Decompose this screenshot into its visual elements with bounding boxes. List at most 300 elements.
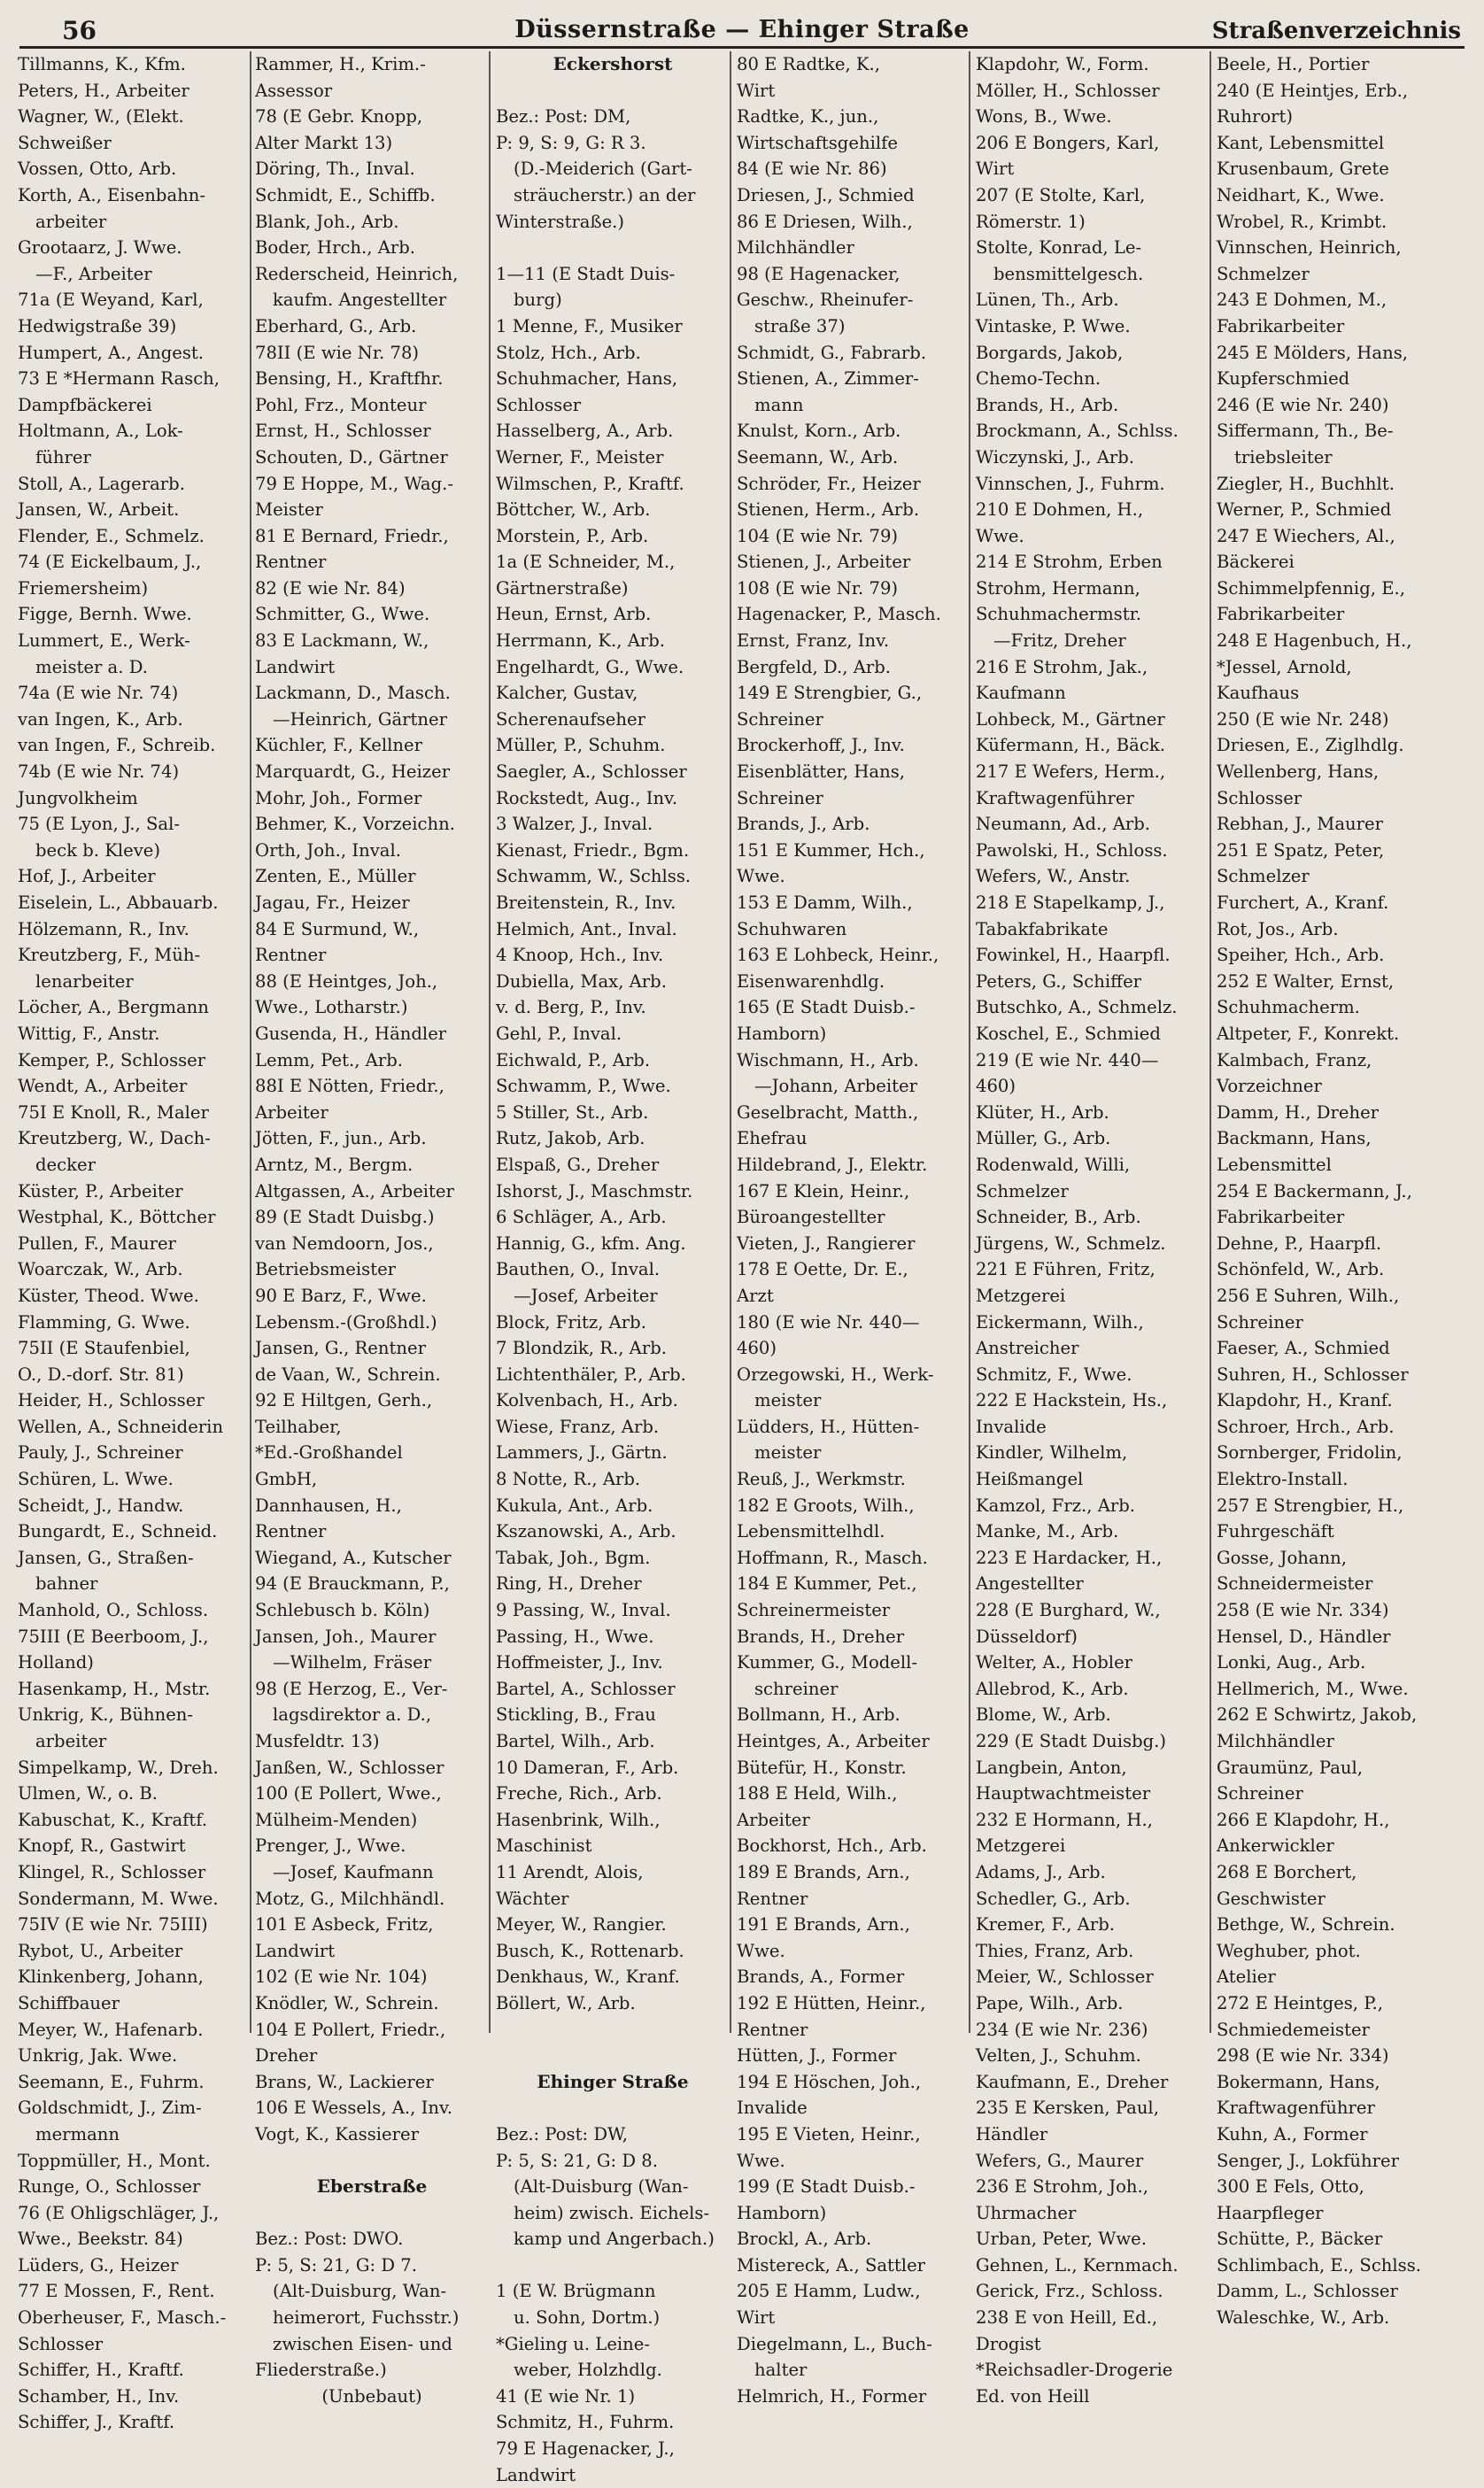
directory-line: Peters, H., Arbeiter [18, 80, 189, 101]
directory-line: Weghuber, phot. [1217, 1940, 1361, 1961]
directory-line: Ulmen, W., o. B. [18, 1783, 158, 1804]
directory-line: 252 E Walter, Ernst, [1217, 970, 1395, 992]
directory-line: Stienen, A., Zimmer- [737, 368, 919, 390]
directory-line: Eichwald, P., Arb. [496, 1049, 651, 1070]
directory-line: Schroer, Hrch., Arb. [1217, 1416, 1395, 1437]
directory-line: Herrmann, K., Arb. [496, 630, 665, 652]
directory-line: Borgards, Jakob, [976, 342, 1124, 363]
directory-line: 102 (E wie Nr. 104) [255, 1966, 428, 1988]
directory-line: Wirt [737, 80, 776, 101]
directory-line: bahner [35, 1573, 98, 1595]
directory-line: Metzgerei [976, 1285, 1066, 1306]
directory-line: Wittig, F., Anstr. [18, 1023, 160, 1044]
directory-line: Lünen, Th., Arb. [976, 290, 1119, 311]
directory-line: 250 (E wie Nr. 248) [1217, 708, 1389, 730]
directory-line: Lammers, J., Gärtn. [496, 1442, 668, 1464]
directory-line: 222 E Hackstein, Hs., [976, 1390, 1168, 1411]
directory-line: Römerstr. 1) [976, 211, 1086, 232]
directory-line: Düsseldorf) [976, 1626, 1078, 1647]
directory-line: 75II (E Staufenbiel, [18, 1338, 190, 1359]
directory-line: Arbeiter [255, 1101, 328, 1123]
directory-line: Vossen, Otto, Arb. [18, 158, 177, 180]
directory-line: Schreiner [737, 708, 823, 730]
directory-line: Fuhrgeschäft [1217, 1521, 1334, 1542]
directory-line: Brockmann, A., Schlss. [976, 421, 1179, 442]
directory-line: Wagner, W., (Elekt. [18, 106, 184, 127]
directory-line: 94 (E Brauckmann, P., [255, 1573, 450, 1595]
directory-line: Schuhmacher, Hans, [496, 368, 678, 390]
directory-line: Vogt, K., Kassierer [255, 2123, 419, 2144]
directory-line: 245 E Mölders, Hans, [1217, 342, 1408, 363]
directory-line: 228 (E Burghard, W., [976, 1600, 1161, 1621]
directory-line: Schüren, L. Wwe. [18, 1469, 174, 1490]
directory-line: Runge, O., Schlosser [18, 2176, 201, 2198]
directory-line: Meister [255, 499, 323, 521]
directory-line: 41 (E wie Nr. 1) [496, 2385, 636, 2407]
directory-line: Fabrikarbeiter [1217, 604, 1345, 625]
directory-line: Blome, W., Arb. [976, 1704, 1111, 1726]
directory-line: Altgassen, A., Arbeiter [255, 1180, 454, 1202]
directory-line: Wwe., Beekstr. 84) [18, 2229, 183, 2250]
directory-line: 92 E Hiltgen, Gerh., [255, 1390, 433, 1411]
directory-line: Schamber, H., Inv. [18, 2385, 180, 2407]
directory-line: Meyer, W., Rangier. [496, 1914, 667, 1936]
directory-line: Strohm, Hermann, [976, 577, 1140, 599]
directory-line: Milchhändler [737, 237, 854, 259]
spacer [255, 2148, 489, 2175]
directory-line: bensmittelgesch. [993, 263, 1144, 284]
directory-line: Flamming, G. Wwe. [18, 1311, 190, 1333]
directory-line: 153 E Damm, Wilh., [737, 892, 913, 913]
directory-line: Schreiner [1217, 1783, 1303, 1804]
directory-line: Mistereck, A., Sattler [737, 2254, 926, 2276]
directory-line: 238 E von Heill, Ed., [976, 2307, 1158, 2329]
directory-line: Bez.: Post: DW, [496, 2123, 628, 2144]
directory-line: (D.-Meiderich (Gart- [514, 158, 692, 180]
directory-line: 108 (E wie Nr. 79) [737, 577, 899, 599]
directory-line: (Alt-Duisburg (Wan- [514, 2176, 689, 2198]
directory-line: Freche, Rich., Arb. [496, 1783, 662, 1804]
directory-line: Knulst, Korn., Arb. [737, 421, 901, 442]
directory-line: Brands, J., Arb. [737, 814, 870, 835]
directory-line: Unkrig, K., Bühnen- [18, 1704, 194, 1726]
directory-line: Schiffer, J., Kraftf. [18, 2412, 175, 2433]
directory-line: Kaufmann, E., Dreher [976, 2071, 1169, 2092]
directory-line: Rot, Jos., Arb. [1217, 918, 1339, 939]
directory-line: van Ingen, F., Schreib. [18, 735, 216, 756]
directory-line: 214 E Strohm, Erben [976, 552, 1163, 573]
directory-line: Landwirt [496, 2464, 576, 2485]
directory-line: 101 E Asbeck, Fritz, [255, 1914, 434, 1936]
directory-line: Schneidermeister [1217, 1573, 1373, 1595]
directory-line: Mülheim-Menden) [255, 1809, 418, 1830]
directory-line: 104 (E wie Nr. 79) [737, 525, 899, 546]
directory-line: Kukula, Ant., Arb. [496, 1495, 653, 1516]
directory-line: Wirt [737, 2307, 776, 2329]
directory-line: 460) [976, 1076, 1016, 1097]
directory-line: 236 E Strohm, Joh., [976, 2176, 1148, 2198]
directory-line: 216 E Strohm, Jak., [976, 656, 1148, 677]
directory-line: Bauthen, O., Inval. [496, 1259, 661, 1280]
directory-line: Kupferschmied [1217, 368, 1350, 390]
directory-line: Toppmüller, H., Mont. [18, 2150, 211, 2171]
directory-line: Meier, W., Schlosser [976, 1966, 1154, 1988]
directory-line: Siffermann, Th., Be- [1217, 421, 1394, 442]
directory-line: Schmitz, F., Wwe. [976, 1364, 1132, 1385]
directory-line: Rentner [737, 2019, 808, 2040]
directory-line: Stolte, Konrad, Le- [976, 237, 1142, 259]
directory-line: Brands, H., Arb. [976, 394, 1119, 415]
directory-line: 165 (E Stadt Duisb.- [737, 997, 916, 1018]
spacer [496, 2252, 730, 2279]
directory-line: Butschko, A., Schmelz. [976, 997, 1178, 1018]
directory-line: Hütten, J., Former [737, 2045, 897, 2067]
directory-line: —Fritz, Dreher [993, 630, 1126, 652]
directory-line: Landwirt [255, 1940, 336, 1961]
directory-line: 1 (E W. Brügmann [496, 2281, 656, 2302]
directory-line: Hoffmann, R., Masch. [737, 1547, 928, 1568]
directory-line: Schlosser [496, 394, 582, 415]
directory-line: Böllert, W., Arb. [496, 1992, 636, 2013]
directory-line: Sornberger, Fridolin, [1217, 1442, 1403, 1464]
directory-line: Bartel, A., Schlosser [496, 1678, 676, 1699]
directory-line: Bez.: Post: DWO. [255, 2229, 404, 2250]
directory-line: Wwe. [737, 2150, 785, 2171]
directory-line: Senger, J., Lokführer [1217, 2150, 1399, 2171]
directory-line: Hamborn) [737, 1023, 827, 1044]
directory-line: Dreher [255, 2045, 318, 2067]
directory-line: Löcher, A., Bergmann [18, 997, 209, 1018]
directory-line: Grootaarz, J. Wwe. [18, 237, 182, 259]
directory-line: Waleschke, W., Arb. [1217, 2307, 1390, 2329]
directory-line: Hölzemann, R., Inv. [18, 918, 189, 939]
directory-line: Fabrikarbeiter [1217, 1207, 1345, 1228]
directory-line: 460) [737, 1338, 777, 1359]
directory-line: Gehl, P., Inval. [496, 1023, 622, 1044]
directory-line: kamp und Angerbach.) [514, 2229, 715, 2250]
directory-line: Bartel, Wilh., Arb. [496, 1731, 655, 1751]
directory-line: meister [754, 1442, 822, 1464]
directory-line: Möller, H., Schlosser [976, 80, 1160, 101]
directory-line: 167 E Klein, Heinr., [737, 1180, 910, 1202]
directory-line: Rebhan, J., Maurer [1217, 814, 1383, 835]
directory-line: 195 E Vieten, Heinr., [737, 2123, 921, 2144]
directory-line: Bockhorst, Hch., Arb. [737, 1835, 927, 1857]
directory-line: Humpert, A., Angest. [18, 342, 205, 363]
section-title: Straßenverzeichnis [1211, 18, 1461, 44]
directory-line: burg) [514, 290, 562, 311]
directory-line: Hasselberg, A., Arb. [496, 421, 674, 442]
directory-line: —Wilhelm, Fräser [273, 1652, 432, 1673]
directory-line: 240 (E Heintjes, Erb., [1217, 80, 1409, 101]
directory-line: P: 5, S: 21, G: D 8. [496, 2150, 658, 2171]
directory-line: Vinnschen, Heinrich, [1217, 237, 1402, 259]
directory-line: Pauly, J., Schreiner [18, 1442, 183, 1464]
directory-line: Eickermann, Wilh., [976, 1311, 1144, 1333]
directory-line: Zenten, E., Müller [255, 866, 416, 887]
directory-line: Werner, P., Schmied [1217, 499, 1392, 521]
directory-line: Wischmann, H., Arb. [737, 1049, 919, 1070]
directory-line: Werner, F., Meister [496, 446, 664, 467]
directory-line: Müller, G., Arb. [976, 1128, 1111, 1149]
directory-line: Bollmann, H., Arb. [737, 1704, 900, 1726]
page-header [19, 5, 1465, 49]
directory-line: Schlosser [1217, 787, 1302, 808]
directory-line: Bensing, H., Kraftfhr. [255, 368, 444, 390]
directory-line: 78II (E wie Nr. 78) [255, 342, 420, 363]
directory-line: mermann [35, 2123, 120, 2144]
directory-line: Schlebusch b. Köln) [255, 1600, 430, 1621]
directory-line: Lummert, E., Werk- [18, 630, 190, 652]
directory-line: Schütte, P., Bäcker [1217, 2229, 1383, 2250]
directory-line: Busch, K., Rottenarb. [496, 1940, 684, 1961]
directory-line: Neumann, Ad., Arb. [976, 814, 1150, 835]
directory-line: 75III (E Beerboom, J., [18, 1626, 209, 1647]
directory-line: Metzgerei [976, 1835, 1066, 1857]
directory-line: (Alt-Duisburg, Wan- [273, 2281, 447, 2302]
directory-line: Kienast, Friedr., Bgm. [496, 839, 690, 861]
directory-line: Rederscheid, Heinrich, [255, 263, 459, 284]
directory-line: 163 E Lohbeck, Heinr., [737, 945, 939, 966]
directory-line: Kalmbach, Franz, [1217, 1049, 1372, 1070]
directory-line: Wwe. [737, 866, 785, 887]
directory-line: Lohbeck, M., Gärtner [976, 708, 1165, 730]
directory-line: Kalcher, Gustav, [496, 683, 638, 704]
directory-line: Lebensm.-(Großhdl.) [255, 1311, 437, 1333]
directory-line: van Ingen, K., Arb. [18, 708, 183, 730]
directory-line: Alter Markt 13) [255, 132, 393, 153]
directory-line: Lüdders, H., Hütten- [737, 1416, 920, 1437]
directory-line: *Gieling u. Leine- [496, 2333, 651, 2354]
directory-line: 9 Passing, W., Inval. [496, 1600, 671, 1621]
directory-line: Invalide [976, 1416, 1047, 1437]
directory-line: 207 (E Stolte, Karl, [976, 184, 1146, 205]
column-3 [496, 51, 731, 2485]
directory-line: Eiselein, L., Abbauarb. [18, 892, 219, 913]
directory-line: 90 E Barz, F., Wwe. [255, 1285, 427, 1306]
directory-line: Gehnen, L., Kernmach. [976, 2254, 1179, 2276]
directory-line: Küster, P., Arbeiter [18, 1180, 183, 1202]
directory-line: Gosse, Johann, [1217, 1547, 1348, 1568]
directory-line: Jansen, Joh., Maurer [255, 1626, 437, 1647]
directory-line: Invalide [737, 2098, 808, 2119]
spacer [255, 2200, 489, 2227]
directory-line: Schmelzer [1217, 263, 1310, 284]
directory-line: Schmiedemeister [1217, 2019, 1370, 2040]
directory-line: Flender, E., Schmelz. [18, 525, 205, 546]
directory-line: Faeser, A., Schmied [1217, 1338, 1390, 1359]
directory-line: 218 E Stapelkamp, J., [976, 892, 1165, 913]
directory-line: Schweißer [18, 132, 112, 153]
directory-line: Anstreicher [976, 1338, 1079, 1359]
directory-line: Gerick, Frz., Schloss. [976, 2281, 1163, 2302]
directory-line: Scherenaufseher [496, 708, 645, 730]
directory-line: Driesen, J., Schmied [737, 184, 915, 205]
directory-line: Fliederstraße.) [255, 2360, 387, 2381]
directory-line: Wrobel, R., Krimbt. [1217, 211, 1387, 232]
directory-line: Korth, A., Eisenbahn- [18, 184, 205, 205]
directory-line: 88 (E Heintges, Joh., [255, 970, 438, 992]
directory-line: weber, Holzhdlg. [514, 2360, 662, 2381]
directory-line: Krusenbaum, Grete [1217, 158, 1389, 180]
directory-line: Breitenstein, R., Inv. [496, 892, 676, 913]
columns-container [18, 51, 1466, 2485]
directory-line: Hamborn) [737, 2202, 827, 2223]
directory-line: Schröder, Fr., Heizer [737, 473, 921, 494]
directory-line: 251 E Spatz, Peter, [1217, 839, 1385, 861]
directory-line: Suhren, H., Schlosser [1217, 1364, 1409, 1385]
directory-line: Reuß, J., Werkmstr. [737, 1469, 906, 1490]
directory-line: arbeiter [35, 211, 107, 232]
directory-line: Händler [976, 2123, 1048, 2144]
directory-line: Wefers, G., Maurer [976, 2150, 1144, 2171]
directory-line: Westphal, K., Böttcher [18, 1207, 216, 1228]
directory-line: Wwe. [976, 525, 1024, 546]
directory-line: 75I E Knoll, R., Maler [18, 1101, 209, 1123]
directory-line: Ernst, Franz, Inv. [737, 630, 890, 652]
directory-line: 217 E Wefers, Herm., [976, 761, 1166, 783]
directory-line: Rybot, U., Arbeiter [18, 1940, 183, 1961]
directory-line: straße 37) [754, 315, 846, 336]
directory-line: 229 (E Stadt Duisbg.) [976, 1731, 1167, 1751]
directory-line: Heun, Ernst, Arb. [496, 604, 652, 625]
directory-line: *Ed.-Großhandel [255, 1442, 403, 1464]
directory-line: triebsleiter [1234, 446, 1333, 467]
directory-line: Angestellter [976, 1573, 1084, 1595]
directory-line: 75IV (E wie Nr. 75III) [18, 1914, 208, 1936]
directory-line: Kant, Lebensmittel [1217, 132, 1385, 153]
directory-line: schreiner [754, 1678, 839, 1699]
directory-line: Backmann, Hans, [1217, 1128, 1372, 1149]
directory-line: Eisenblätter, Hans, [737, 761, 906, 783]
directory-line: Schreiner [1217, 1311, 1303, 1333]
directory-line: 180 (E wie Nr. 440— [737, 1311, 920, 1333]
directory-line: heimerort, Fuchsstr.) [273, 2307, 460, 2329]
directory-line: Rentner [255, 552, 327, 573]
directory-line: Brockl, A., Arb. [737, 2229, 872, 2250]
directory-line: Langbein, Anton, [976, 1757, 1127, 1778]
directory-line: Mohr, Joh., Former [255, 787, 422, 808]
directory-line: 184 E Kummer, Pet., [737, 1573, 917, 1595]
spacer [496, 2043, 730, 2069]
directory-line: 74a (E wie Nr. 74) [18, 683, 179, 704]
directory-line: Beele, H., Portier [1217, 54, 1370, 74]
directory-line: Ring, H., Dreher [496, 1573, 642, 1595]
directory-line: 232 E Hormann, H., [976, 1809, 1153, 1830]
directory-line: Behmer, K., Vorzeichn. [255, 814, 455, 835]
directory-line: Wächter [496, 1888, 569, 1909]
directory-line: Schiffbauer [18, 1992, 120, 2013]
directory-line: Schuhwaren [737, 918, 847, 939]
directory-line: Wendt, A., Arbeiter [18, 1076, 188, 1097]
directory-line: 257 E Strengbier, H., [1217, 1495, 1404, 1516]
directory-line: Rodenwald, Willi, [976, 1154, 1131, 1175]
directory-line: Geschwister [1217, 1888, 1326, 1909]
directory-line: Radtke, K., jun., [737, 106, 879, 127]
directory-line: Schmidt, E., Schiffb. [255, 184, 436, 205]
directory-line: Kaufmann [976, 683, 1066, 704]
directory-line: Lonki, Aug., Arb. [1217, 1652, 1366, 1673]
directory-line: Heintges, A., Arbeiter [737, 1731, 930, 1751]
directory-line: Damm, H., Dreher [1217, 1101, 1380, 1123]
directory-line: Schmelzer [976, 1180, 1069, 1202]
directory-line: Ed. von Heill [976, 2385, 1090, 2407]
directory-line: 4 Knoop, Hch., Inv. [496, 945, 664, 966]
directory-line: Klapdohr, W., Form. [976, 54, 1149, 74]
directory-line: Peters, G., Schiffer [976, 970, 1142, 992]
directory-line: Kaufhaus [1217, 683, 1300, 704]
directory-line: Rentner [737, 1888, 808, 1909]
directory-line: Brands, A., Former [737, 1966, 905, 1988]
spacer [496, 78, 730, 104]
directory-line: Pape, Wilh., Arb. [976, 1992, 1124, 2013]
directory-line: Figge, Bernh. Wwe. [18, 604, 192, 625]
directory-line: Neidhart, K., Wwe. [1217, 184, 1385, 205]
directory-line: Block, Fritz, Arb. [496, 1311, 646, 1333]
directory-line: Ehefrau [737, 1128, 808, 1149]
directory-line: 89 (E Stadt Duisbg.) [255, 1207, 435, 1228]
directory-line: 192 E Hütten, Heinr., [737, 1992, 926, 2013]
directory-line: O., D.-dorf. Str. 81) [18, 1364, 184, 1385]
directory-line: 1a (E Schneider, M., [496, 552, 676, 573]
directory-line: 86 E Driesen, Wilh., [737, 211, 913, 232]
directory-line: Elspaß, G., Dreher [496, 1154, 660, 1175]
directory-line: Stolz, Hch., Arb. [496, 342, 641, 363]
directory-line: 254 E Backermann, J., [1217, 1180, 1412, 1202]
directory-line: Wirtschaftsgehilfe [737, 132, 898, 153]
directory-line: 194 E Höschen, Joh., [737, 2071, 922, 2092]
directory-line: Arzt [737, 1285, 774, 1306]
directory-line: Gärtnerstraße) [496, 577, 629, 599]
directory-line: Denkhaus, W., Kranf. [496, 1966, 680, 1988]
column-2 [255, 51, 491, 2407]
directory-line: Ruhrort) [1217, 106, 1294, 127]
directory-line: Kreutzberg, F., Müh- [18, 945, 201, 966]
directory-line: 76 (E Ohligschläger, J., [18, 2202, 220, 2223]
directory-line: Hasenbrink, Wilh., [496, 1809, 661, 1830]
directory-line: Engelhardt, G., Wwe. [496, 656, 684, 677]
directory-line: Schreiner [737, 787, 823, 808]
directory-line: Woarczak, W., Arb. [18, 1259, 183, 1280]
directory-line: 243 E Dohmen, M., [1217, 290, 1387, 311]
directory-line: Haarpfleger [1217, 2202, 1324, 2223]
directory-line: Vinnschen, J., Fuhrm. [976, 473, 1165, 494]
directory-line: Wwe., Lotharstr.) [255, 997, 408, 1018]
directory-line: Pawolski, H., Schloss. [976, 839, 1168, 861]
directory-line: 210 E Dohmen, H., [976, 499, 1144, 521]
directory-line: arbeiter [35, 1731, 107, 1751]
directory-line: Stienen, Herm., Arb. [737, 499, 920, 521]
directory-line: Müller, P., Schuhm. [496, 735, 666, 756]
directory-line: Prenger, J., Wwe. [255, 1835, 406, 1857]
directory-line: 11 Arendt, Alois, [496, 1861, 644, 1882]
directory-line: Kabuschat, K., Kraftf. [18, 1809, 208, 1830]
directory-line: Musfeldtr. 13) [255, 1731, 380, 1751]
directory-line: 80 E Radtke, K., [737, 54, 881, 74]
directory-line: Passing, H., Wwe. [496, 1626, 654, 1647]
directory-line: Ankerwickler [1217, 1835, 1334, 1857]
directory-line: Stienen, J., Arbeiter [737, 552, 911, 573]
directory-line: Altpeter, F., Konrekt. [1217, 1023, 1400, 1044]
directory-line: Kindler, Wilhelm, [976, 1442, 1128, 1464]
directory-line: Dehne, P., Haarpfl. [1217, 1232, 1382, 1254]
directory-line: 188 E Held, Wilh., [737, 1783, 898, 1804]
directory-line: Friemersheim) [18, 577, 149, 599]
directory-line: Klinkenberg, Johann, [18, 1966, 204, 1988]
directory-line: Elektro-Install. [1217, 1469, 1349, 1490]
directory-line: Geschw., Rheinufer- [737, 290, 914, 311]
directory-line: Schuhmachermstr. [976, 604, 1142, 625]
